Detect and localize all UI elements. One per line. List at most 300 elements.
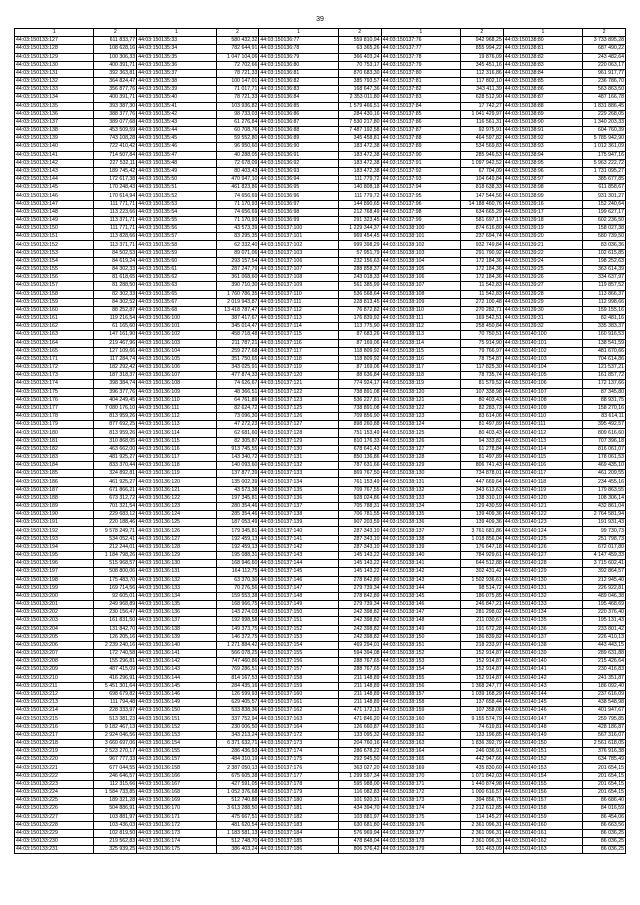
cadastral-number-cell: 44:03:150133:161 bbox=[15, 315, 94, 323]
cadastral-number-cell: 44:03:150138:108 bbox=[381, 290, 460, 298]
cadastral-number-cell: 44:03:150135:57 bbox=[137, 233, 216, 241]
cadastral-value-cell: 487 415,09 bbox=[94, 666, 137, 674]
cadastral-number-cell: 44:03:150140:117 bbox=[503, 470, 582, 478]
table-row bbox=[15, 404, 626, 412]
cadastral-number-cell: 44:03:150140:157 bbox=[503, 797, 582, 805]
cadastral-number-cell: 44:03:150138:143 bbox=[381, 576, 460, 584]
cadastral-number-cell: 44:03:150133:138 bbox=[15, 127, 94, 135]
cadastral-number-cell: 44:03:150137:149 bbox=[259, 601, 338, 609]
cadastral-number-cell: 44:03:150137:157 bbox=[259, 666, 338, 674]
cadastral-number-cell: 44:03:150137:143 bbox=[259, 552, 338, 560]
cadastral-value-cell: 5 963 222,72 bbox=[583, 159, 626, 167]
cadastral-number-cell: 44:03:150133:194 bbox=[15, 543, 94, 551]
cadastral-number-cell: 44:03:150137:95 bbox=[381, 192, 460, 200]
cadastral-number-cell: 44:03:150140:141 bbox=[503, 666, 582, 674]
cadastral-number-cell: 44:03:150133:190 bbox=[15, 511, 94, 519]
cadastral-value-cell: 464 597,82 bbox=[460, 135, 503, 143]
cadastral-value-cell: 877 692,25 bbox=[94, 421, 137, 429]
cadastral-number-cell: 44:03:150138:174 bbox=[381, 805, 460, 813]
cadastral-value-cell: 64 761,89 bbox=[216, 396, 259, 404]
cadastral-value-cell: 242 398,82 bbox=[338, 609, 381, 617]
cadastral-value-cell: 432 861,04 bbox=[583, 502, 626, 510]
cadastral-value-cell: 594 394,08 bbox=[338, 650, 381, 658]
cadastral-value-cell: 220 376,40 bbox=[583, 609, 626, 617]
cadastral-number-cell: 44:03:150133:183 bbox=[15, 453, 94, 461]
cadastral-number-cell: 44:03:150136:138 bbox=[137, 625, 216, 633]
cadastral-number-cell: 44:03:150135:33 bbox=[137, 37, 216, 45]
cadastral-number-cell: 44:03:150137:110 bbox=[259, 290, 338, 298]
cadastral-number-cell: 44:03:150136:125 bbox=[137, 519, 216, 527]
cadastral-number-cell: 44:03:150140:142 bbox=[503, 674, 582, 682]
cadastral-value-cell: 286 678,22 bbox=[338, 748, 381, 756]
cadastral-number-cell: 44:03:150136:99 bbox=[259, 216, 338, 224]
cadastral-number-cell: 44:03:150138:171 bbox=[381, 780, 460, 788]
cadastral-number-cell: 44:03:150138:115 bbox=[381, 347, 460, 355]
cadastral-number-cell: 44:03:150137:141 bbox=[259, 535, 338, 543]
cadastral-value-cell: 183 472,38 bbox=[338, 151, 381, 159]
cadastral-value-cell: 83 295,35 bbox=[216, 233, 259, 241]
cadastral-number-cell: 44:03:150138:110 bbox=[381, 306, 460, 314]
cadastral-number-cell: 44:03:150136:145 bbox=[137, 682, 216, 690]
cadastral-number-cell: 44:03:150133:141 bbox=[15, 151, 94, 159]
cadastral-value-cell: 82 624,72 bbox=[216, 404, 259, 412]
cadastral-value-cell: 103 936,82 bbox=[216, 102, 259, 110]
cadastral-value-cell: 152 914,87 bbox=[460, 658, 503, 666]
cadastral-value-cell: 233 801,42 bbox=[583, 625, 626, 633]
cadastral-number-cell: 44:03:150138:155 bbox=[381, 674, 460, 682]
cadastral-number-cell: 44:03:150136:107 bbox=[137, 372, 216, 380]
table-row bbox=[15, 265, 626, 273]
cadastral-number-cell: 44:03:150133:178 bbox=[15, 413, 94, 421]
cadastral-number-cell: 44:03:150140:112 bbox=[503, 429, 582, 437]
cadastral-value-cell: 118 809,92 bbox=[338, 347, 381, 355]
table-row bbox=[15, 298, 626, 306]
cadastral-value-cell: 698 679,82 bbox=[94, 690, 137, 698]
cadastral-number-cell: 44:03:150139:25 bbox=[503, 265, 582, 273]
table-row bbox=[15, 715, 626, 723]
cadastral-number-cell: 44:03:150133:198 bbox=[15, 576, 94, 584]
table-row bbox=[15, 674, 626, 682]
cadastral-number-cell: 44:03:150140:101 bbox=[503, 339, 582, 347]
cadastral-value-cell: 62 332,40 bbox=[216, 241, 259, 249]
cadastral-number-cell: 44:03:150136:172 bbox=[137, 821, 216, 829]
cadastral-value-cell: 363 027,20 bbox=[338, 764, 381, 772]
cadastral-value-cell: 152 240,64 bbox=[583, 200, 626, 208]
cadastral-value-cell: 1 229 344,37 bbox=[338, 225, 381, 233]
cadastral-number-cell: 44:03:150138:128 bbox=[381, 453, 460, 461]
cadastral-number-cell: 44:03:150137:184 bbox=[259, 829, 338, 837]
cadastral-number-cell: 44:03:150136:121 bbox=[137, 486, 216, 494]
cadastral-value-cell: 566 078,25 bbox=[216, 650, 259, 658]
cadastral-number-cell: 44:03:150136:103 bbox=[137, 339, 216, 347]
cadastral-number-cell: 44:03:150137:147 bbox=[259, 584, 338, 592]
cadastral-value-cell: 810 176,33 bbox=[338, 437, 381, 445]
table-row bbox=[15, 151, 626, 159]
cadastral-value-cell: 98 514,72 bbox=[460, 584, 503, 592]
table-row bbox=[15, 159, 626, 167]
cadastral-value-cell: 101 920,31 bbox=[338, 797, 381, 805]
table-row bbox=[15, 552, 626, 560]
cadastral-value-cell: 634 785,49 bbox=[583, 756, 626, 764]
cadastral-value-cell: 504 886,91 bbox=[94, 805, 137, 813]
cadastral-value-cell: 931 301,27 bbox=[583, 192, 626, 200]
cadastral-value-cell: 2 019 943,87 bbox=[216, 298, 259, 306]
cadastral-value-cell: 291 790,92 bbox=[460, 249, 503, 257]
cadastral-value-cell: 2 212 612,85 bbox=[460, 805, 503, 813]
cadastral-number-cell: 44:03:150133:162 bbox=[15, 323, 94, 331]
cadastral-value-cell: 701 321,54 bbox=[94, 502, 137, 510]
cadastral-number-cell: 44:03:150137:91 bbox=[381, 159, 460, 167]
cadastral-number-cell: 44:03:150137:177 bbox=[259, 772, 338, 780]
cadastral-number-cell: 44:03:150133:189 bbox=[15, 502, 94, 510]
cadastral-number-cell: 44:03:150136:168 bbox=[137, 788, 216, 796]
cadastral-value-cell: 111 771,71 bbox=[94, 200, 137, 208]
cadastral-value-cell: 80 403,43 bbox=[216, 167, 259, 175]
cadastral-number-cell: 44:03:150135:36 bbox=[137, 61, 216, 69]
cadastral-value-cell: 241 351,87 bbox=[583, 674, 626, 682]
cadastral-value-cell: 159 553,38 bbox=[216, 592, 259, 600]
cadastral-number-cell: 44:03:150137:80 bbox=[381, 69, 460, 77]
cadastral-number-cell: 44:03:150139:27 bbox=[503, 282, 582, 290]
cadastral-value-cell: 84 016,59 bbox=[583, 805, 626, 813]
cadastral-value-cell: 707 396,18 bbox=[583, 437, 626, 445]
cadastral-value-cell: 183 472,38 bbox=[338, 167, 381, 175]
cadastral-number-cell: 44:03:150138:136 bbox=[381, 519, 460, 527]
cadastral-number-cell: 44:03:150137:176 bbox=[259, 764, 338, 772]
cadastral-value-cell: 284 430,16 bbox=[338, 110, 381, 118]
cadastral-value-cell: 337 752,94 bbox=[216, 715, 259, 723]
cadastral-value-cell: 84 302,52 bbox=[94, 298, 137, 306]
cadastral-number-cell: 44:03:150136:118 bbox=[137, 462, 216, 470]
cadastral-number-cell: 44:03:150138:117 bbox=[381, 364, 460, 372]
cadastral-number-cell: 44:03:150133:132 bbox=[15, 78, 94, 86]
cadastral-number-cell: 44:03:150137:125 bbox=[259, 404, 338, 412]
table-row bbox=[15, 813, 626, 821]
cadastral-value-cell: 107 338,98 bbox=[460, 388, 503, 396]
column-header-value: 2 bbox=[216, 29, 259, 37]
cadastral-value-cell: 11 542,83 bbox=[460, 282, 503, 290]
cadastral-number-cell: 44:03:150137:135 bbox=[259, 486, 338, 494]
cadastral-number-cell: 44:03:150136:90 bbox=[259, 143, 338, 151]
table-row bbox=[15, 560, 626, 568]
cadastral-number-cell: 44:03:150136:104 bbox=[137, 347, 216, 355]
cadastral-value-cell: 187 053,49 bbox=[216, 519, 259, 527]
cadastral-number-cell: 44:03:150136:82 bbox=[259, 78, 338, 86]
cadastral-value-cell: 672 017,80 bbox=[583, 543, 626, 551]
cadastral-number-cell: 44:03:150138:133 bbox=[381, 494, 460, 502]
cadastral-value-cell: 898 260,88 bbox=[338, 421, 381, 429]
cadastral-value-cell: 561 385,99 bbox=[338, 282, 381, 290]
cadastral-value-cell: 236 786,70 bbox=[583, 78, 626, 86]
cadastral-value-cell: 345 014,47 bbox=[216, 323, 259, 331]
cadastral-number-cell: 44:03:150138:112 bbox=[381, 323, 460, 331]
cadastral-number-cell: 44:03:150133:222 bbox=[15, 772, 94, 780]
cadastral-value-cell: 179 863,55 bbox=[583, 486, 626, 494]
cadastral-value-cell: 87 169,06 bbox=[338, 364, 381, 372]
cadastral-value-cell: 1 039 168,29 bbox=[460, 690, 503, 698]
cadastral-value-cell: 17 742,27 bbox=[460, 102, 503, 110]
cadastral-number-cell: 44:03:150137:79 bbox=[381, 61, 460, 69]
cadastral-value-cell: 1 831 886,45 bbox=[583, 102, 626, 110]
cadastral-number-cell: 44:03:150137:88 bbox=[381, 135, 460, 143]
cadastral-value-cell: 192 459,13 bbox=[216, 543, 259, 551]
cadastral-value-cell: 168 966,75 bbox=[216, 601, 259, 609]
cadastral-number-cell: 44:03:150137:180 bbox=[259, 797, 338, 805]
cadastral-number-cell: 44:03:150137:92 bbox=[381, 167, 460, 175]
cadastral-number-cell: 44:03:150140:161 bbox=[503, 829, 582, 837]
cadastral-number-cell: 44:03:150135:50 bbox=[137, 176, 216, 184]
cadastral-value-cell: 84 502,53 bbox=[94, 249, 137, 257]
cadastral-value-cell: 229 268,05 bbox=[583, 110, 626, 118]
cadastral-number-cell: 44:03:150139:30 bbox=[503, 306, 582, 314]
table-row bbox=[15, 233, 626, 241]
cadastral-value-cell: 782 644,91 bbox=[216, 45, 259, 53]
cadastral-value-cell: 259 277,68 bbox=[216, 347, 259, 355]
cadastral-value-cell: 78 735,74 bbox=[460, 372, 503, 380]
cadastral-number-cell: 44:03:150137:163 bbox=[259, 715, 338, 723]
cadastral-number-cell: 44:03:150138:154 bbox=[381, 666, 460, 674]
cadastral-number-cell: 44:03:150137:96 bbox=[381, 200, 460, 208]
cadastral-number-cell: 44:03:150136:132 bbox=[137, 576, 216, 584]
cadastral-number-cell: 44:03:150138:83 bbox=[503, 61, 582, 69]
cadastral-number-cell: 44:03:150135:39 bbox=[137, 86, 216, 94]
cadastral-value-cell: 112 315,66 bbox=[94, 780, 137, 788]
cadastral-number-cell: 44:03:150133:204 bbox=[15, 625, 94, 633]
cadastral-value-cell: 182 292,42 bbox=[94, 364, 137, 372]
page-number: 39 bbox=[316, 16, 324, 23]
cadastral-number-cell: 44:03:150137:183 bbox=[259, 821, 338, 829]
cadastral-number-cell: 44:03:150138:164 bbox=[381, 748, 460, 756]
cadastral-value-cell: 133 095,32 bbox=[338, 731, 381, 739]
cadastral-number-cell: 44:03:150136:105 bbox=[137, 355, 216, 363]
cadastral-number-cell: 44:03:150140:115 bbox=[503, 453, 582, 461]
cadastral-value-cell: 400 391,71 bbox=[94, 94, 137, 102]
cadastral-number-cell: 44:03:150136:134 bbox=[137, 592, 216, 600]
cadastral-number-cell: 44:03:150140:145 bbox=[503, 699, 582, 707]
cadastral-number-cell: 44:03:150135:65 bbox=[137, 290, 216, 298]
cadastral-number-cell: 44:03:150136:100 bbox=[137, 315, 216, 323]
cadastral-value-cell: 1 012 361,09 bbox=[583, 143, 626, 151]
cadastral-value-cell: 487 166,78 bbox=[583, 94, 626, 102]
cadastral-number-cell: 44:03:150135:51 bbox=[137, 184, 216, 192]
cadastral-number-cell: 44:03:150133:210 bbox=[15, 674, 94, 682]
cadastral-number-cell: 44:03:150138:123 bbox=[381, 413, 460, 421]
cadastral-number-cell: 44:03:150137:159 bbox=[259, 682, 338, 690]
cadastral-number-cell: 44:03:150133:128 bbox=[15, 45, 94, 53]
cadastral-value-cell: 288 858,37 bbox=[338, 265, 381, 273]
cadastral-value-cell: 61 165,60 bbox=[94, 323, 137, 331]
cadastral-value-cell: 907 203,59 bbox=[338, 519, 381, 527]
cadastral-number-cell: 44:03:150136:87 bbox=[259, 118, 338, 126]
cadastral-number-cell: 44:03:150133:174 bbox=[15, 380, 94, 388]
cadastral-number-cell: 44:03:150137:99 bbox=[381, 216, 460, 224]
cadastral-value-cell: 81 288,50 bbox=[94, 282, 137, 290]
cadastral-value-cell: 147 161,90 bbox=[94, 331, 137, 339]
cadastral-number-cell: 44:03:150133:214 bbox=[15, 707, 94, 715]
cadastral-value-cell: 461 823,86 bbox=[216, 184, 259, 192]
cadastral-value-cell: 230 006,50 bbox=[216, 723, 259, 731]
cadastral-number-cell: 44:03:150137:86 bbox=[381, 118, 460, 126]
cadastral-number-cell: 44:03:150137:151 bbox=[259, 617, 338, 625]
cadastral-number-cell: 44:03:150136:119 bbox=[137, 470, 216, 478]
table-row bbox=[15, 192, 626, 200]
cadastral-number-cell: 44:03:150137:127 bbox=[259, 421, 338, 429]
cadastral-value-cell: 169 542,51 bbox=[460, 315, 503, 323]
cadastral-number-cell: 44:03:150140:126 bbox=[503, 543, 582, 551]
cadastral-value-cell: 1 097 942,52 bbox=[460, 159, 503, 167]
table-row bbox=[15, 690, 626, 698]
cadastral-number-cell: 44:03:150137:148 bbox=[259, 592, 338, 600]
cadastral-value-cell: 83 614,11 bbox=[583, 413, 626, 421]
table-row bbox=[15, 535, 626, 543]
table-row bbox=[15, 576, 626, 584]
cadastral-number-cell: 44:03:150137:103 bbox=[259, 249, 338, 257]
cadastral-number-cell: 44:03:150135:59 bbox=[137, 249, 216, 257]
cadastral-number-cell: 44:03:150133:187 bbox=[15, 486, 94, 494]
cadastral-value-cell: 11 542,83 bbox=[460, 290, 503, 298]
cadastral-value-cell: 738 891,08 bbox=[338, 404, 381, 412]
cadastral-value-cell: 743 108,28 bbox=[94, 135, 137, 143]
cadastral-number-cell: 44:03:150140:163 bbox=[503, 846, 582, 854]
cadastral-value-cell: 229 683,12 bbox=[94, 511, 137, 519]
table-row bbox=[15, 453, 626, 461]
cadastral-value-cell: 2 361 096,31 bbox=[460, 838, 503, 846]
cadastral-number-cell: 44:03:150140:106 bbox=[503, 380, 582, 388]
cadastral-value-cell: 111 779,72 bbox=[338, 176, 381, 184]
cadastral-value-cell: 83 036,36 bbox=[583, 241, 626, 249]
cadastral-value-cell: 71 170,93 bbox=[216, 200, 259, 208]
table-row bbox=[15, 739, 626, 747]
cadastral-value-cell: 1 071 842,03 bbox=[460, 772, 503, 780]
cadastral-value-cell: 874 616,80 bbox=[460, 225, 503, 233]
cadastral-value-cell: 228 813,45 bbox=[338, 298, 381, 306]
cadastral-number-cell: 44:03:150137:129 bbox=[259, 437, 338, 445]
cadastral-value-cell: 559 810,94 bbox=[338, 37, 381, 45]
cadastral-value-cell: 201 654,15 bbox=[583, 772, 626, 780]
cadastral-value-cell: 5 785 942,90 bbox=[583, 135, 626, 143]
table-row bbox=[15, 396, 626, 404]
cadastral-number-cell: 44:03:150140:153 bbox=[503, 764, 582, 772]
cadastral-number-cell: 44:03:150138:113 bbox=[381, 331, 460, 339]
cadastral-number-cell: 44:03:150138:160 bbox=[381, 715, 460, 723]
cadastral-number-cell: 44:03:150137:101 bbox=[259, 233, 338, 241]
cadastral-number-cell: 44:03:150133:195 bbox=[15, 552, 94, 560]
cadastral-number-cell: 44:03:150136:153 bbox=[137, 731, 216, 739]
cadastral-value-cell: 343 411,39 bbox=[460, 86, 503, 94]
cadastral-number-cell: 44:03:150133:220 bbox=[15, 756, 94, 764]
cadastral-value-cell: 438 548,98 bbox=[583, 699, 626, 707]
cadastral-number-cell: 44:03:150138:142 bbox=[381, 568, 460, 576]
cadastral-number-cell: 44:03:150140:140 bbox=[503, 658, 582, 666]
cadastral-value-cell: 14 188 460,76 bbox=[460, 200, 503, 208]
table-row bbox=[15, 167, 626, 175]
cadastral-number-cell: 44:03:150135:67 bbox=[137, 298, 216, 306]
cadastral-value-cell: 113 223,66 bbox=[94, 208, 137, 216]
cadastral-value-cell: 345 458,81 bbox=[338, 135, 381, 143]
cadastral-number-cell: 44:03:150140:137 bbox=[503, 633, 582, 641]
cadastral-number-cell: 44:03:150137:119 bbox=[259, 364, 338, 372]
cadastral-number-cell: 44:03:150133:133 bbox=[15, 86, 94, 94]
cadastral-number-cell: 44:03:150140:121 bbox=[503, 502, 582, 510]
cadastral-number-cell: 44:03:150135:60 bbox=[137, 257, 216, 265]
cadastral-value-cell: 219 467,96 bbox=[94, 339, 137, 347]
column-header-value: 2 bbox=[338, 29, 381, 37]
cadastral-value-cell: 364 824,47 bbox=[94, 78, 137, 86]
table-row bbox=[15, 617, 626, 625]
cadastral-number-cell: 44:03:150138:101 bbox=[381, 233, 460, 241]
cadastral-value-cell: 189 321,28 bbox=[94, 797, 137, 805]
cadastral-value-cell: 461 209,55 bbox=[583, 470, 626, 478]
cadastral-number-cell: 44:03:150133:160 bbox=[15, 306, 94, 314]
cadastral-value-cell: 706 781,55 bbox=[338, 511, 381, 519]
cadastral-value-cell: 634 665,29 bbox=[460, 208, 503, 216]
cadastral-value-cell: 113 866,37 bbox=[583, 290, 626, 298]
cadastral-number-cell: 44:03:150140:158 bbox=[503, 805, 582, 813]
cadastral-value-cell: 310 868,05 bbox=[94, 437, 137, 445]
cadastral-value-cell: 291 323,45 bbox=[338, 216, 381, 224]
cadastral-value-cell: 806 741,43 bbox=[460, 462, 503, 470]
cadastral-number-cell: 44:03:150133:200 bbox=[15, 592, 94, 600]
cadastral-value-cell: 249 968,89 bbox=[94, 601, 137, 609]
cadastral-value-cell: 220 188,46 bbox=[94, 519, 137, 527]
cadastral-number-cell: 44:03:150137:156 bbox=[259, 658, 338, 666]
cadastral-value-cell: 1 041 429,97 bbox=[460, 110, 503, 118]
cadastral-number-cell: 44:03:150133:147 bbox=[15, 200, 94, 208]
cadastral-value-cell: 117 825,30 bbox=[460, 364, 503, 372]
cadastral-value-cell: 129 430,59 bbox=[460, 502, 503, 510]
cadastral-number-cell: 44:03:150136:102 bbox=[137, 331, 216, 339]
cadastral-number-cell: 44:03:150137:118 bbox=[259, 355, 338, 363]
cadastral-number-cell: 44:03:150136:97 bbox=[259, 200, 338, 208]
cadastral-number-cell: 44:03:150138:152 bbox=[381, 650, 460, 658]
cadastral-number-cell: 44:03:150140:151 bbox=[503, 748, 582, 756]
cadastral-number-cell: 44:03:150139:29 bbox=[503, 298, 582, 306]
cadastral-value-cell: 121 537,21 bbox=[583, 364, 626, 372]
cadastral-number-cell: 44:03:150140:116 bbox=[503, 462, 582, 470]
cadastral-value-cell: 178 061,53 bbox=[583, 453, 626, 461]
cadastral-value-cell: 242 398,82 bbox=[338, 633, 381, 641]
cadastral-number-cell: 44:03:150137:182 bbox=[259, 813, 338, 821]
cadastral-value-cell: 82 302,33 bbox=[94, 290, 137, 298]
cadastral-value-cell: 149 373,75 bbox=[216, 625, 259, 633]
cadastral-value-cell: 82 283,73 bbox=[460, 404, 503, 412]
cadastral-value-cell: 567 316,07 bbox=[583, 731, 626, 739]
table-row bbox=[15, 519, 626, 527]
cadastral-number-cell: 44:03:150138:111 bbox=[381, 315, 460, 323]
cadastral-value-cell: 394 856,75 bbox=[460, 797, 503, 805]
cadastral-value-table bbox=[14, 28, 626, 854]
cadastral-number-cell: 44:03:150138:148 bbox=[381, 617, 460, 625]
cadastral-value-cell: 401 947,67 bbox=[583, 707, 626, 715]
cadastral-number-cell: 44:03:150137:102 bbox=[259, 241, 338, 249]
cadastral-number-cell: 44:03:150136:111 bbox=[137, 404, 216, 412]
cadastral-number-cell: 44:03:150133:185 bbox=[15, 470, 94, 478]
cadastral-number-cell: 44:03:150136:80 bbox=[259, 61, 338, 69]
cadastral-value-cell: 126 660,87 bbox=[338, 723, 381, 731]
cadastral-number-cell: 44:03:150137:152 bbox=[259, 625, 338, 633]
cadastral-value-cell: 112 998,66 bbox=[583, 298, 626, 306]
cadastral-value-cell: 385 793,57 bbox=[338, 78, 381, 86]
cadastral-number-cell: 44:03:150136:81 bbox=[259, 69, 338, 77]
cadastral-value-cell: 489 046,38 bbox=[583, 592, 626, 600]
cadastral-number-cell: 44:03:150136:108 bbox=[137, 380, 216, 388]
cadastral-number-cell: 44:03:150135:44 bbox=[137, 127, 216, 135]
table-row bbox=[15, 282, 626, 290]
cadastral-value-cell: 285 354,46 bbox=[216, 511, 259, 519]
cadastral-number-cell: 44:03:150140:108 bbox=[503, 396, 582, 404]
cadastral-number-cell: 44:03:150136:83 bbox=[259, 86, 338, 94]
cadastral-number-cell: 44:03:150135:38 bbox=[137, 78, 216, 86]
